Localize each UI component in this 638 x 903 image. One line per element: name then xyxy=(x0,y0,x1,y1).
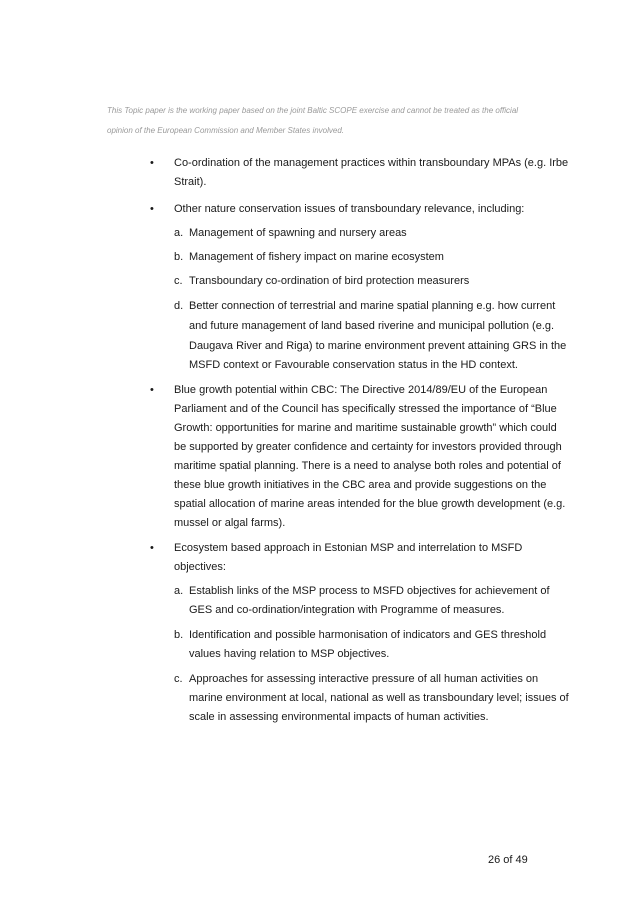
bullet-1-line: Strait). xyxy=(174,176,207,188)
sub-item-line: Daugava River and Riga) to marine environment prevent attaining GRS in the xyxy=(189,340,567,352)
bullet-4-line: Ecosystem based approach in Estonian MSP and interrelation to MSFD xyxy=(174,542,523,554)
sub-item-line: GES and co-ordination/integration with Programme of measures. xyxy=(189,604,505,616)
sub-item-line: Better connection of terrestrial and marine spatial planning e.g. how current xyxy=(189,300,556,312)
sub-item-line: Management of fishery impact on marine ecosystem xyxy=(189,251,444,263)
bullet-icon: • xyxy=(150,203,154,215)
bullet-4-line: objectives: xyxy=(174,561,226,573)
sub-item-marker: c. xyxy=(174,673,183,685)
sub-item-line: and future management of land based riverine and municipal pollution (e.g. xyxy=(189,320,555,332)
bullet-3-line: be supported by greater confidence and certainty for investors provided through xyxy=(174,441,562,453)
disclaimer-line: opinion of the European Commission and Member States involved. xyxy=(107,126,345,135)
sub-item-marker: b. xyxy=(174,629,184,641)
bullet-3-line: these blue growth initiatives in the CBC area and provide suggestions on the xyxy=(174,479,547,491)
sub-item-marker: d. xyxy=(174,300,184,312)
bullet-icon: • xyxy=(150,384,154,396)
sub-item-line: scale in assessing environmental impacts of human activities. xyxy=(189,711,489,723)
sub-item-marker: c. xyxy=(174,275,183,287)
bullet-2-line: Other nature conservation issues of transboundary relevance, including: xyxy=(174,203,525,215)
bullet-3-line: Growth: opportunities for marine and maritime sustainable growth” which could xyxy=(174,422,557,434)
page-number: 26 of 49 xyxy=(488,854,528,866)
sub-item-marker: a. xyxy=(174,585,184,597)
sub-item-marker: a. xyxy=(174,227,184,239)
bullet-3-line: mussel or algal farms). xyxy=(174,517,286,529)
sub-item-line: marine environment at local, national as well as transboundary level; issues of xyxy=(189,692,569,704)
bullet-3-line: Blue growth potential within CBC: The Directive 2014/89/EU of the European xyxy=(174,384,548,396)
bullet-1-line: Co-ordination of the management practices within transboundary MPAs (e.g. Irbe xyxy=(174,157,569,169)
sub-item-line: Management of spawning and nursery areas xyxy=(189,227,407,239)
bullet-3-line: Parliament and of the Council has specifically stressed the importance of “Blue xyxy=(174,403,557,415)
disclaimer-line: This Topic paper is the working paper based on the joint Baltic SCOPE exercise and cannot be treated as the official xyxy=(107,106,519,115)
sub-item-line: Transboundary co-ordination of bird protection measurers xyxy=(189,275,470,287)
sub-item-line: values having relation to MSP objectives. xyxy=(189,648,390,660)
sub-item-line: Establish links of the MSP process to MSFD objectives for achievement of xyxy=(189,585,550,597)
bullet-3-line: maritime spatial planning. There is a need to analyse both roles and potential of xyxy=(174,460,561,472)
bullet-icon: • xyxy=(150,542,154,554)
disclaimer xyxy=(107,101,607,141)
sub-item-line: Identification and possible harmonisation of indicators and GES threshold xyxy=(189,629,547,641)
sub-item-line: Approaches for assessing interactive pressure of all human activities on xyxy=(189,673,539,685)
sub-item-line: MSFD context or Favourable conservation status in the HD context. xyxy=(189,359,518,371)
sub-item-marker: b. xyxy=(174,251,184,263)
bullet-3-line: spatial allocation of marine areas intended for the blue growth development (e.g. xyxy=(174,498,566,510)
bullet-icon: • xyxy=(150,157,154,169)
